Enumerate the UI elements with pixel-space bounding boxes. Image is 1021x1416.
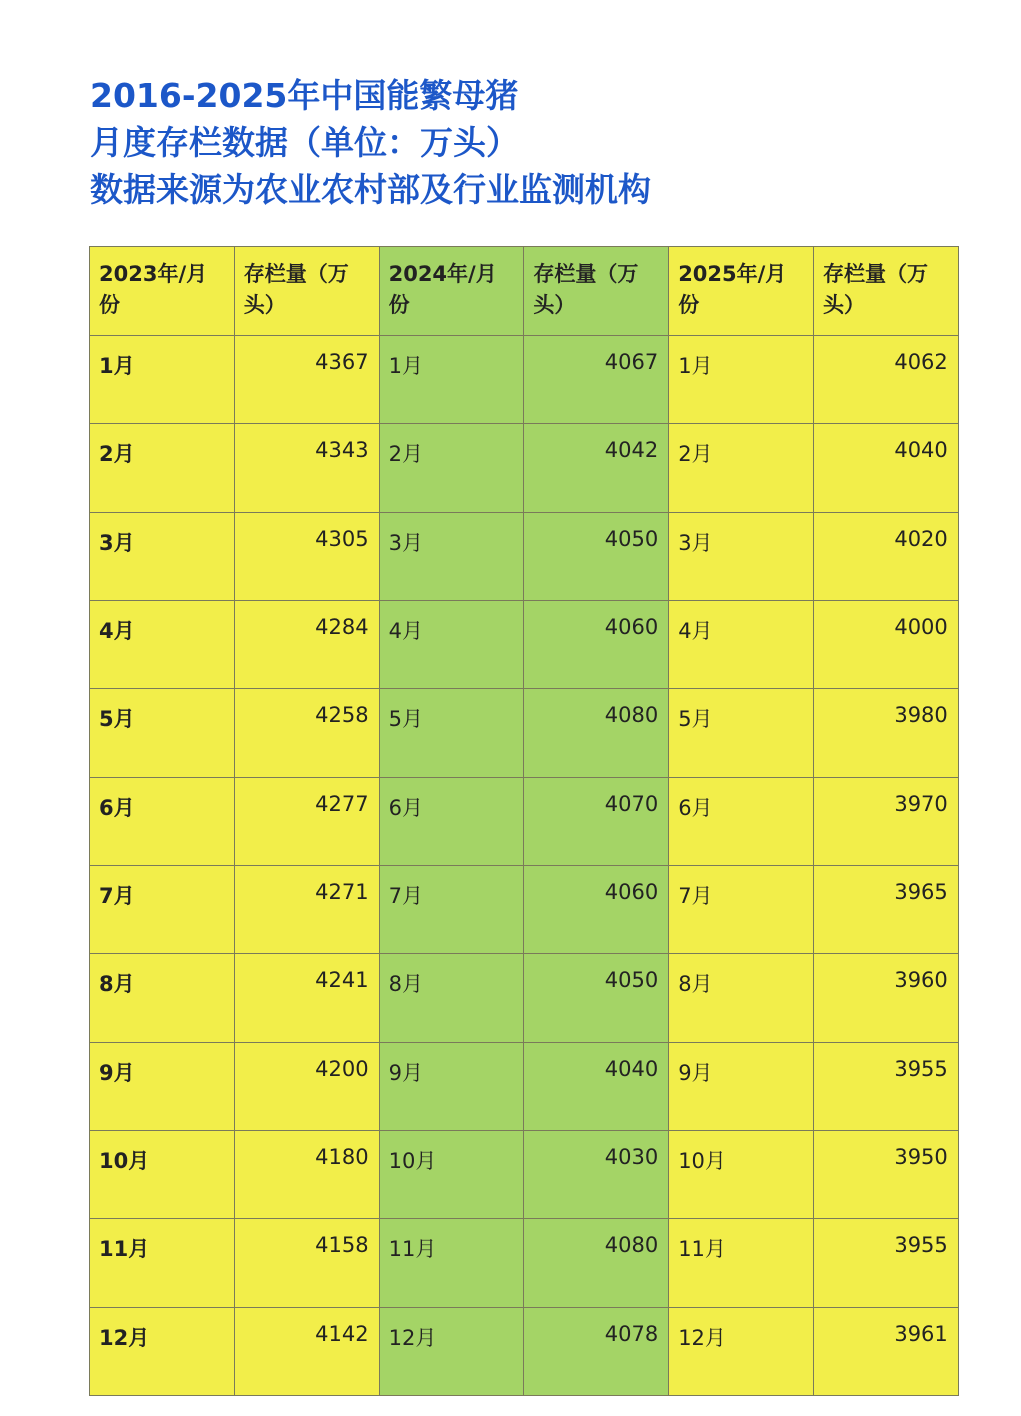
cell-2025-value-text: 4062 (894, 350, 948, 374)
cell-2024-month (379, 600, 524, 688)
cell-2025-value-text: 4000 (894, 614, 948, 639)
table-row (90, 512, 959, 600)
cell-2024-value-text: 4080 (604, 1233, 659, 1258)
cell-2024-value (524, 424, 669, 512)
table-row (90, 865, 959, 953)
cell-2025-month-text: 1月 (678, 354, 713, 378)
cell-2025-month-text: 10月 (678, 1148, 726, 1173)
cell-2024-value (524, 1042, 669, 1130)
cell-2024-value (524, 954, 669, 1042)
cell-2023-value (234, 954, 379, 1042)
cell-2023-month-text: 8月 (99, 972, 135, 997)
cell-2023-value (234, 1130, 379, 1218)
cell-2025-value-text: 3970 (894, 791, 948, 816)
cell-2023-value (234, 865, 379, 953)
cell-2025-value (813, 954, 958, 1042)
cell-2023-value-text: 4271 (315, 879, 369, 904)
cell-2024-value (524, 1130, 669, 1218)
cell-2024-month-text: 12月 (388, 1325, 437, 1350)
cell-2025-month (669, 1219, 814, 1307)
cell-2023-month-text: 2月 (99, 442, 135, 467)
cell-2025-month-text: 7月 (678, 883, 713, 908)
cell-2024-month-text: 11月 (388, 1237, 437, 1262)
cell-2024-value (524, 336, 669, 424)
cell-2023-month (90, 336, 235, 424)
table-row (90, 424, 959, 512)
cell-2025-month (669, 777, 814, 865)
cell-2023-value (234, 336, 379, 424)
cell-2025-month (669, 1130, 814, 1218)
cell-2023-month-text: 9月 (99, 1060, 135, 1085)
cell-2023-month (90, 865, 235, 953)
cell-2024-month (379, 865, 524, 953)
cell-2023-value (234, 424, 379, 512)
header-2024-month: 2024年/月份 (379, 247, 524, 336)
cell-2023-value (234, 1307, 379, 1395)
cell-2023-value (234, 512, 379, 600)
cell-2025-value (813, 689, 958, 777)
cell-2023-month (90, 512, 235, 600)
cell-2023-month (90, 1307, 235, 1395)
cell-2025-value (813, 424, 958, 512)
cell-2025-value (813, 1219, 958, 1307)
cell-2023-value (234, 689, 379, 777)
table-row (90, 1219, 959, 1307)
cell-2024-month (379, 1307, 524, 1395)
cell-2025-value-text: 3955 (894, 1233, 948, 1258)
cell-2024-month (379, 1130, 524, 1218)
cell-2023-value-text: 4305 (315, 526, 369, 551)
cell-2023-value-text: 4241 (315, 968, 369, 993)
cell-2024-month-text: 10月 (388, 1148, 437, 1173)
cell-2023-month (90, 1042, 235, 1130)
cell-2023-value-text: 4343 (315, 438, 369, 463)
title-line-3: 数据来源为农业农村部及行业监测机构 (90, 170, 651, 209)
cell-2025-month (669, 865, 814, 953)
cell-2024-month (379, 954, 524, 1042)
cell-2024-month-text: 1月 (388, 354, 423, 378)
cell-2023-month-text: 7月 (99, 883, 135, 908)
cell-2023-value-text: 4158 (315, 1233, 369, 1258)
cell-2024-value-text: 4050 (604, 968, 659, 993)
cell-2025-value-text: 3965 (894, 879, 948, 904)
table-row (90, 336, 959, 424)
cell-2023-month (90, 600, 235, 688)
cell-2024-value-text: 4080 (604, 703, 659, 728)
cell-2023-month-text: 12月 (99, 1325, 150, 1350)
cell-2025-month-text: 3月 (678, 530, 713, 555)
cell-2024-value (524, 512, 669, 600)
table-row (90, 1130, 959, 1218)
cell-2023-value (234, 777, 379, 865)
cell-2025-month (669, 1042, 814, 1130)
cell-2023-value-text: 4367 (315, 350, 369, 374)
cell-2023-month (90, 1130, 235, 1218)
cell-2025-value-text: 3960 (894, 968, 948, 993)
cell-2024-value-text: 4060 (604, 879, 659, 904)
cell-2024-value (524, 600, 669, 688)
cell-2023-value-text: 4258 (315, 703, 369, 728)
cell-2024-value-text: 4030 (604, 1144, 659, 1169)
cell-2024-value (524, 865, 669, 953)
header-2023-value: 存栏量（万头） (234, 247, 379, 336)
header-2024-value: 存栏量（万头） (524, 247, 669, 336)
cell-2024-value-text: 4070 (604, 791, 659, 816)
sow-inventory-table (89, 246, 959, 1396)
cell-2024-month-text: 3月 (388, 530, 423, 555)
cell-2025-value (813, 512, 958, 600)
cell-2025-month-text: 4月 (678, 618, 713, 643)
cell-2025-month-text: 5月 (678, 707, 713, 732)
table-row (90, 600, 959, 688)
table-row (90, 1307, 959, 1395)
cell-2025-month-text: 2月 (678, 442, 713, 467)
cell-2024-month (379, 689, 524, 777)
cell-2025-month (669, 336, 814, 424)
table-row (90, 1042, 959, 1130)
cell-2024-month (379, 1042, 524, 1130)
header-2025-value: 存栏量（万头） (813, 247, 958, 336)
cell-2023-month (90, 777, 235, 865)
cell-2025-value (813, 336, 958, 424)
page-title (90, 72, 651, 213)
cell-2023-month-text: 3月 (99, 530, 135, 555)
cell-2024-value (524, 1307, 669, 1395)
table-body (90, 336, 959, 1396)
cell-2023-month-text: 5月 (99, 707, 135, 732)
cell-2025-value-text: 3950 (894, 1144, 948, 1169)
cell-2025-value-text: 3961 (894, 1321, 948, 1346)
cell-2024-value-text: 4067 (604, 350, 659, 374)
title-line-1: 2016-2025年中国能繁母猪 (90, 76, 519, 115)
cell-2025-month (669, 689, 814, 777)
cell-2025-month-text: 8月 (678, 972, 713, 997)
cell-2025-month (669, 600, 814, 688)
cell-2025-month (669, 424, 814, 512)
cell-2024-value-text: 4078 (604, 1321, 659, 1346)
cell-2025-value (813, 777, 958, 865)
title-line-2: 月度存栏数据（单位：万头） (90, 123, 519, 162)
table-row (90, 954, 959, 1042)
cell-2024-month-text: 9月 (388, 1060, 423, 1085)
cell-2025-value-text: 4020 (894, 526, 948, 551)
cell-2023-month-text: 1月 (99, 354, 135, 378)
cell-2024-month (379, 512, 524, 600)
cell-2023-value-text: 4142 (315, 1321, 369, 1346)
cell-2025-month (669, 512, 814, 600)
cell-2024-value (524, 777, 669, 865)
cell-2024-month (379, 336, 524, 424)
cell-2023-value (234, 1219, 379, 1307)
cell-2023-value-text: 4180 (315, 1144, 369, 1169)
cell-2025-month-text: 12月 (678, 1325, 726, 1350)
cell-2025-value-text: 3980 (894, 703, 948, 728)
cell-2025-value-text: 4040 (894, 438, 948, 463)
cell-2024-value-text: 4060 (604, 614, 659, 639)
cell-2024-value-text: 4050 (604, 526, 659, 551)
cell-2023-month-text: 11月 (99, 1237, 150, 1262)
cell-2024-value (524, 689, 669, 777)
cell-2025-value (813, 865, 958, 953)
cell-2025-value (813, 1307, 958, 1395)
cell-2024-month (379, 1219, 524, 1307)
cell-2023-value-text: 4284 (315, 614, 369, 639)
header-2025-month: 2025年/月份 (669, 247, 814, 336)
cell-2023-month (90, 689, 235, 777)
cell-2025-month (669, 954, 814, 1042)
cell-2024-month-text: 8月 (388, 972, 423, 997)
cell-2023-value (234, 1042, 379, 1130)
cell-2025-month-text: 9月 (678, 1060, 713, 1085)
cell-2023-month (90, 954, 235, 1042)
cell-2024-month (379, 777, 524, 865)
cell-2023-value (234, 600, 379, 688)
table-row (90, 689, 959, 777)
cell-2024-month-text: 4月 (388, 618, 423, 643)
cell-2025-value (813, 1042, 958, 1130)
cell-2023-month-text: 4月 (99, 618, 135, 643)
header-2023-month: 2023年/月份 (90, 247, 235, 336)
cell-2023-month (90, 424, 235, 512)
cell-2024-value-text: 4040 (604, 1056, 659, 1081)
cell-2023-value-text: 4200 (315, 1056, 369, 1081)
cell-2025-value-text: 3955 (894, 1056, 948, 1081)
cell-2023-month (90, 1219, 235, 1307)
cell-2023-month-text: 6月 (99, 795, 135, 820)
table-row (90, 777, 959, 865)
cell-2025-value (813, 600, 958, 688)
cell-2024-value (524, 1219, 669, 1307)
cell-2024-month (379, 424, 524, 512)
cell-2025-month-text: 11月 (678, 1237, 726, 1262)
cell-2023-value-text: 4277 (315, 791, 369, 816)
cell-2024-value-text: 4042 (604, 438, 659, 463)
cell-2023-month-text: 10月 (99, 1148, 150, 1173)
cell-2024-month-text: 6月 (388, 795, 423, 820)
cell-2025-value (813, 1130, 958, 1218)
cell-2025-month-text: 6月 (678, 795, 713, 820)
cell-2024-month-text: 7月 (388, 883, 423, 908)
table-header-row (90, 247, 959, 336)
cell-2024-month-text: 5月 (388, 707, 423, 732)
cell-2024-month-text: 2月 (388, 442, 423, 467)
cell-2025-month (669, 1307, 814, 1395)
